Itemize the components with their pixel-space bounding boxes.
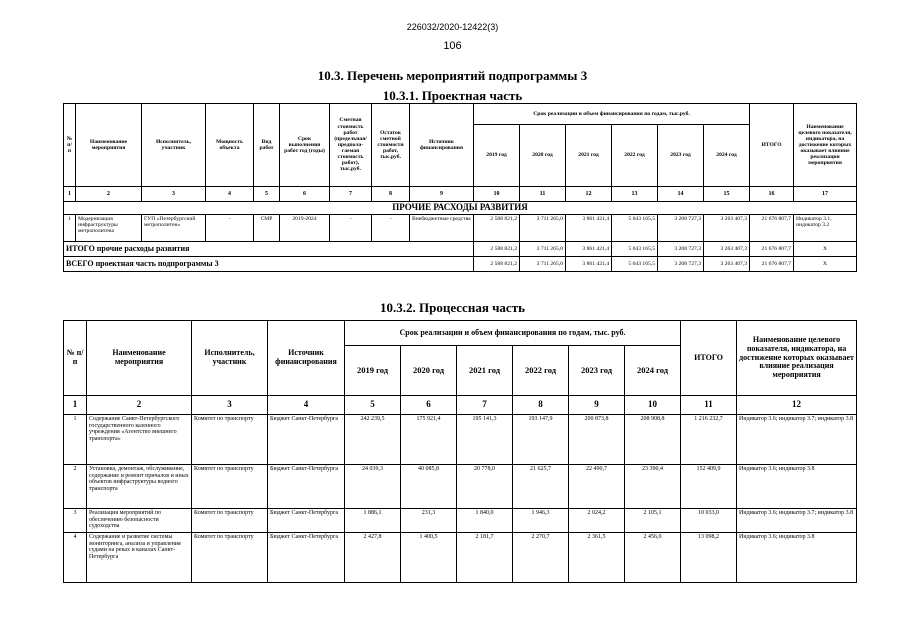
total-other-label: ИТОГО прочие расходы развития (64, 242, 474, 257)
row-name: Установка, демонтаж, обслуживание, содержание и ремонт причалов и иных объектов инфраструктуры водного транспорта (87, 465, 192, 509)
col-number: 1 (64, 187, 76, 202)
total-sum: 21 676 807,7 (750, 257, 794, 272)
row-value: 193 147,9 (513, 415, 569, 465)
row-value: 195 141,3 (457, 415, 513, 465)
project-part-title: 10.3.1. Проектная часть (382, 88, 523, 103)
hdr-year: 2019 год (474, 125, 520, 187)
hdr-year: 2021 год (566, 125, 612, 187)
hdr-num: № п/п (64, 321, 87, 396)
row-indicator: Индикатор 3.1, индикатор 3.2 (794, 215, 857, 242)
hdr-source: Источник финансирования (268, 321, 345, 396)
table-row (64, 509, 857, 533)
hdr-work-type: Вид работ (254, 104, 280, 187)
row-value: 2 456,0 (625, 533, 681, 583)
row-executor: Комитет по транспорту (192, 533, 268, 583)
row-num: 1 (64, 415, 87, 465)
col-number: 5 (254, 187, 280, 202)
row-value: 2 270,7 (513, 533, 569, 583)
row-name: Реализация мероприятий по обеспечению безопасности судоходства (87, 509, 192, 533)
row-indicator: Индикатор 3.6; индикатор 3.7; индикатор 3.8 (737, 509, 857, 533)
process-header-row (64, 321, 857, 346)
col-number: 3 (192, 396, 268, 415)
col-number: 7 (330, 187, 372, 202)
hdr-year: 2020 год (401, 346, 457, 396)
table-row (64, 533, 857, 583)
table-row (64, 465, 857, 509)
row-value: 5 043 165,5 (612, 215, 658, 242)
row-executor: Комитет по транспорту (192, 509, 268, 533)
row-value: 2 361,5 (569, 533, 625, 583)
row-source: Бюджет Санкт-Петербурга (268, 533, 345, 583)
hdr-year: 2020 год (520, 125, 566, 187)
row-value: 3 861 421,4 (566, 215, 612, 242)
row-num: 3 (64, 509, 87, 533)
hdr-indicator: Наименование целевого показателя, индикатора, на достижение которых оказывает влияние реализация мероприятия (794, 104, 857, 187)
hdr-total: ИТОГО (681, 321, 737, 396)
hdr-year: 2022 год (513, 346, 569, 396)
project-header-row (64, 104, 857, 125)
row-value: 208 908,8 (625, 415, 681, 465)
row-value: 2 105,1 (625, 509, 681, 533)
total-all-row (64, 257, 857, 272)
col-number: 10 (474, 187, 520, 202)
row-total: 21 676 807,7 (750, 215, 794, 242)
col-number: 5 (345, 396, 401, 415)
col-number: 11 (520, 187, 566, 202)
hdr-executor: Исполнитель, участник (142, 104, 206, 187)
hdr-remainder: Остаток сметной стоимости работ, тыс.руб. (372, 104, 410, 187)
hdr-estimate: Сметная стоимость работ (предельная/ предпола-гаемая стоимость работ), тыс.руб. (330, 104, 372, 187)
row-value: 3 711 265,0 (520, 215, 566, 242)
col-number: 13 (612, 187, 658, 202)
col-number: 9 (569, 396, 625, 415)
row-capacity: - (206, 215, 254, 242)
row-remainder: - (372, 215, 410, 242)
page-number: 106 (443, 40, 462, 52)
hdr-year: 2023 год (569, 346, 625, 396)
row-executor: Комитет по транспорту (192, 465, 268, 509)
col-number: 8 (372, 187, 410, 202)
row-total: 1 216 232,7 (681, 415, 737, 465)
row-work-type: СМР (254, 215, 280, 242)
hdr-source: Источник финансирования (410, 104, 474, 187)
col-number: 3 (142, 187, 206, 202)
col-number: 12 (737, 396, 857, 415)
table-row (64, 215, 857, 242)
row-value: 231,3 (401, 509, 457, 533)
row-value: 2 024,2 (569, 509, 625, 533)
row-value: 24 039,3 (345, 465, 401, 509)
col-number: 6 (280, 187, 330, 202)
row-source: Бюджет Санкт-Петербурга (268, 509, 345, 533)
row-estimate: - (330, 215, 372, 242)
hdr-indicator: Наименование целевого показателя, индикатора, на достижение которых оказывает влияние реализация мероприятия (737, 321, 857, 396)
hdr-executor: Исполнитель, участник (192, 321, 268, 396)
col-number: 4 (268, 396, 345, 415)
total-all-label: ВСЕГО проектная часть подпрограммы 3 (64, 257, 474, 272)
row-value: 242 239,5 (345, 415, 401, 465)
total-value: 3 208 727,3 (658, 242, 704, 257)
total-value: 5 043 165,5 (612, 242, 658, 257)
row-value: 200 873,8 (569, 415, 625, 465)
process-part-table (63, 320, 857, 583)
row-value: 3 208 727,3 (658, 215, 704, 242)
row-value: 22 490,7 (569, 465, 625, 509)
col-number: 17 (794, 187, 857, 202)
col-number: 2 (87, 396, 192, 415)
total-value: 3 208 727,3 (658, 257, 704, 272)
row-value: 20 778,0 (457, 465, 513, 509)
total-value: 3 711 265,0 (520, 257, 566, 272)
col-number: 9 (410, 187, 474, 202)
hdr-term: Срок выполнения работ год (годы) (280, 104, 330, 187)
col-number: 14 (658, 187, 704, 202)
hdr-capacity: Мощность объекта (206, 104, 254, 187)
table-row (64, 415, 857, 465)
row-value: 21 625,7 (513, 465, 569, 509)
section-row (64, 202, 857, 215)
col-number: 6 (401, 396, 457, 415)
row-value: 1 946,3 (513, 509, 569, 533)
col-number: 7 (457, 396, 513, 415)
hdr-period: Срок реализации и объем финансирования по годам, тыс. руб. (345, 321, 681, 346)
col-number: 15 (704, 187, 750, 202)
hdr-year: 2021 год (457, 346, 513, 396)
process-column-numbers (64, 396, 857, 415)
hdr-year: 2024 год (704, 125, 750, 187)
total-mark: Х (794, 257, 857, 272)
row-value: 23 390,4 (625, 465, 681, 509)
total-value: 3 861 421,4 (566, 242, 612, 257)
row-source: Бюджет Санкт-Петербурга (268, 465, 345, 509)
col-number: 10 (625, 396, 681, 415)
total-value: 2 588 821,2 (474, 257, 520, 272)
project-column-numbers (64, 187, 857, 202)
col-number: 4 (206, 187, 254, 202)
hdr-period: Срок реализации и объем финансирования по годам, тыс.руб. (474, 104, 750, 125)
row-term: 2019-2024 (280, 215, 330, 242)
hdr-total: ИТОГО (750, 104, 794, 187)
process-part-title: 10.3.2. Процессная часть (380, 300, 525, 315)
row-value: 3 263 407,3 (704, 215, 750, 242)
row-value: 175 921,4 (401, 415, 457, 465)
row-indicator: Индикатор 3.6; индикатор 3.8 (737, 465, 857, 509)
col-number: 8 (513, 396, 569, 415)
total-mark: Х (794, 242, 857, 257)
hdr-name: Наименование мероприятия (76, 104, 142, 187)
total-value: 5 043 165,5 (612, 257, 658, 272)
total-other-row (64, 242, 857, 257)
row-name: Модернизация инфраструктуры метрополитена (76, 215, 142, 242)
hdr-year: 2019 год (345, 346, 401, 396)
total-value: 3 861 421,4 (566, 257, 612, 272)
row-indicator: Индикатор 3.6; индикатор 3.8 (737, 533, 857, 583)
row-value: 1 400,5 (401, 533, 457, 583)
hdr-name: Наименование мероприятия (87, 321, 192, 396)
row-num: 2 (64, 465, 87, 509)
hdr-year: 2022 год (612, 125, 658, 187)
row-value: 40 085,8 (401, 465, 457, 509)
total-value: 3 263 407,3 (704, 257, 750, 272)
row-num: 1 (64, 215, 76, 242)
total-value: 2 588 821,2 (474, 242, 520, 257)
row-source: Внебюджетные средства (410, 215, 474, 242)
row-value: 1 886,1 (345, 509, 401, 533)
hdr-year: 2023 год (658, 125, 704, 187)
row-value: 1 840,0 (457, 509, 513, 533)
hdr-year: 2024 год (625, 346, 681, 396)
row-executor: Комитет по транспорту (192, 415, 268, 465)
row-name: Содержание и развитие системы мониторинга, анализа и управления судами на реках и каналах Санкт-Петербурга (87, 533, 192, 583)
col-number: 12 (566, 187, 612, 202)
col-number: 2 (76, 187, 142, 202)
section-title: 10.3. Перечень мероприятий подпрограммы 3 (317, 68, 588, 83)
hdr-num: № п/п (64, 104, 76, 187)
row-num: 4 (64, 533, 87, 583)
col-number: 16 (750, 187, 794, 202)
total-sum: 21 676 807,7 (750, 242, 794, 257)
row-value: 2 427,8 (345, 533, 401, 583)
section-title-other-expenses: ПРОЧИЕ РАСХОДЫ РАЗВИТИЯ (64, 202, 857, 215)
row-name: Содержание Санкт-Петербургского государственного казенного учреждения «Агентство внешнего транспорта» (87, 415, 192, 465)
row-total: 152 409,9 (681, 465, 737, 509)
total-value: 3 263 407,3 (704, 242, 750, 257)
row-total: 13 098,2 (681, 533, 737, 583)
row-value: 2 588 821,2 (474, 215, 520, 242)
col-number: 1 (64, 396, 87, 415)
row-source: Бюджет Санкт-Петербурга (268, 415, 345, 465)
col-number: 11 (681, 396, 737, 415)
row-executor: ГУП «Петербургский метрополитен» (142, 215, 206, 242)
row-indicator: Индикатор 3.6; индикатор 3.7; индикатор 3.8 (737, 415, 857, 465)
document-id: 226032/2020-12422(3) (406, 22, 499, 32)
row-value: 2 181,7 (457, 533, 513, 583)
total-value: 3 711 265,0 (520, 242, 566, 257)
row-total: 10 033,0 (681, 509, 737, 533)
project-part-table (63, 103, 857, 272)
